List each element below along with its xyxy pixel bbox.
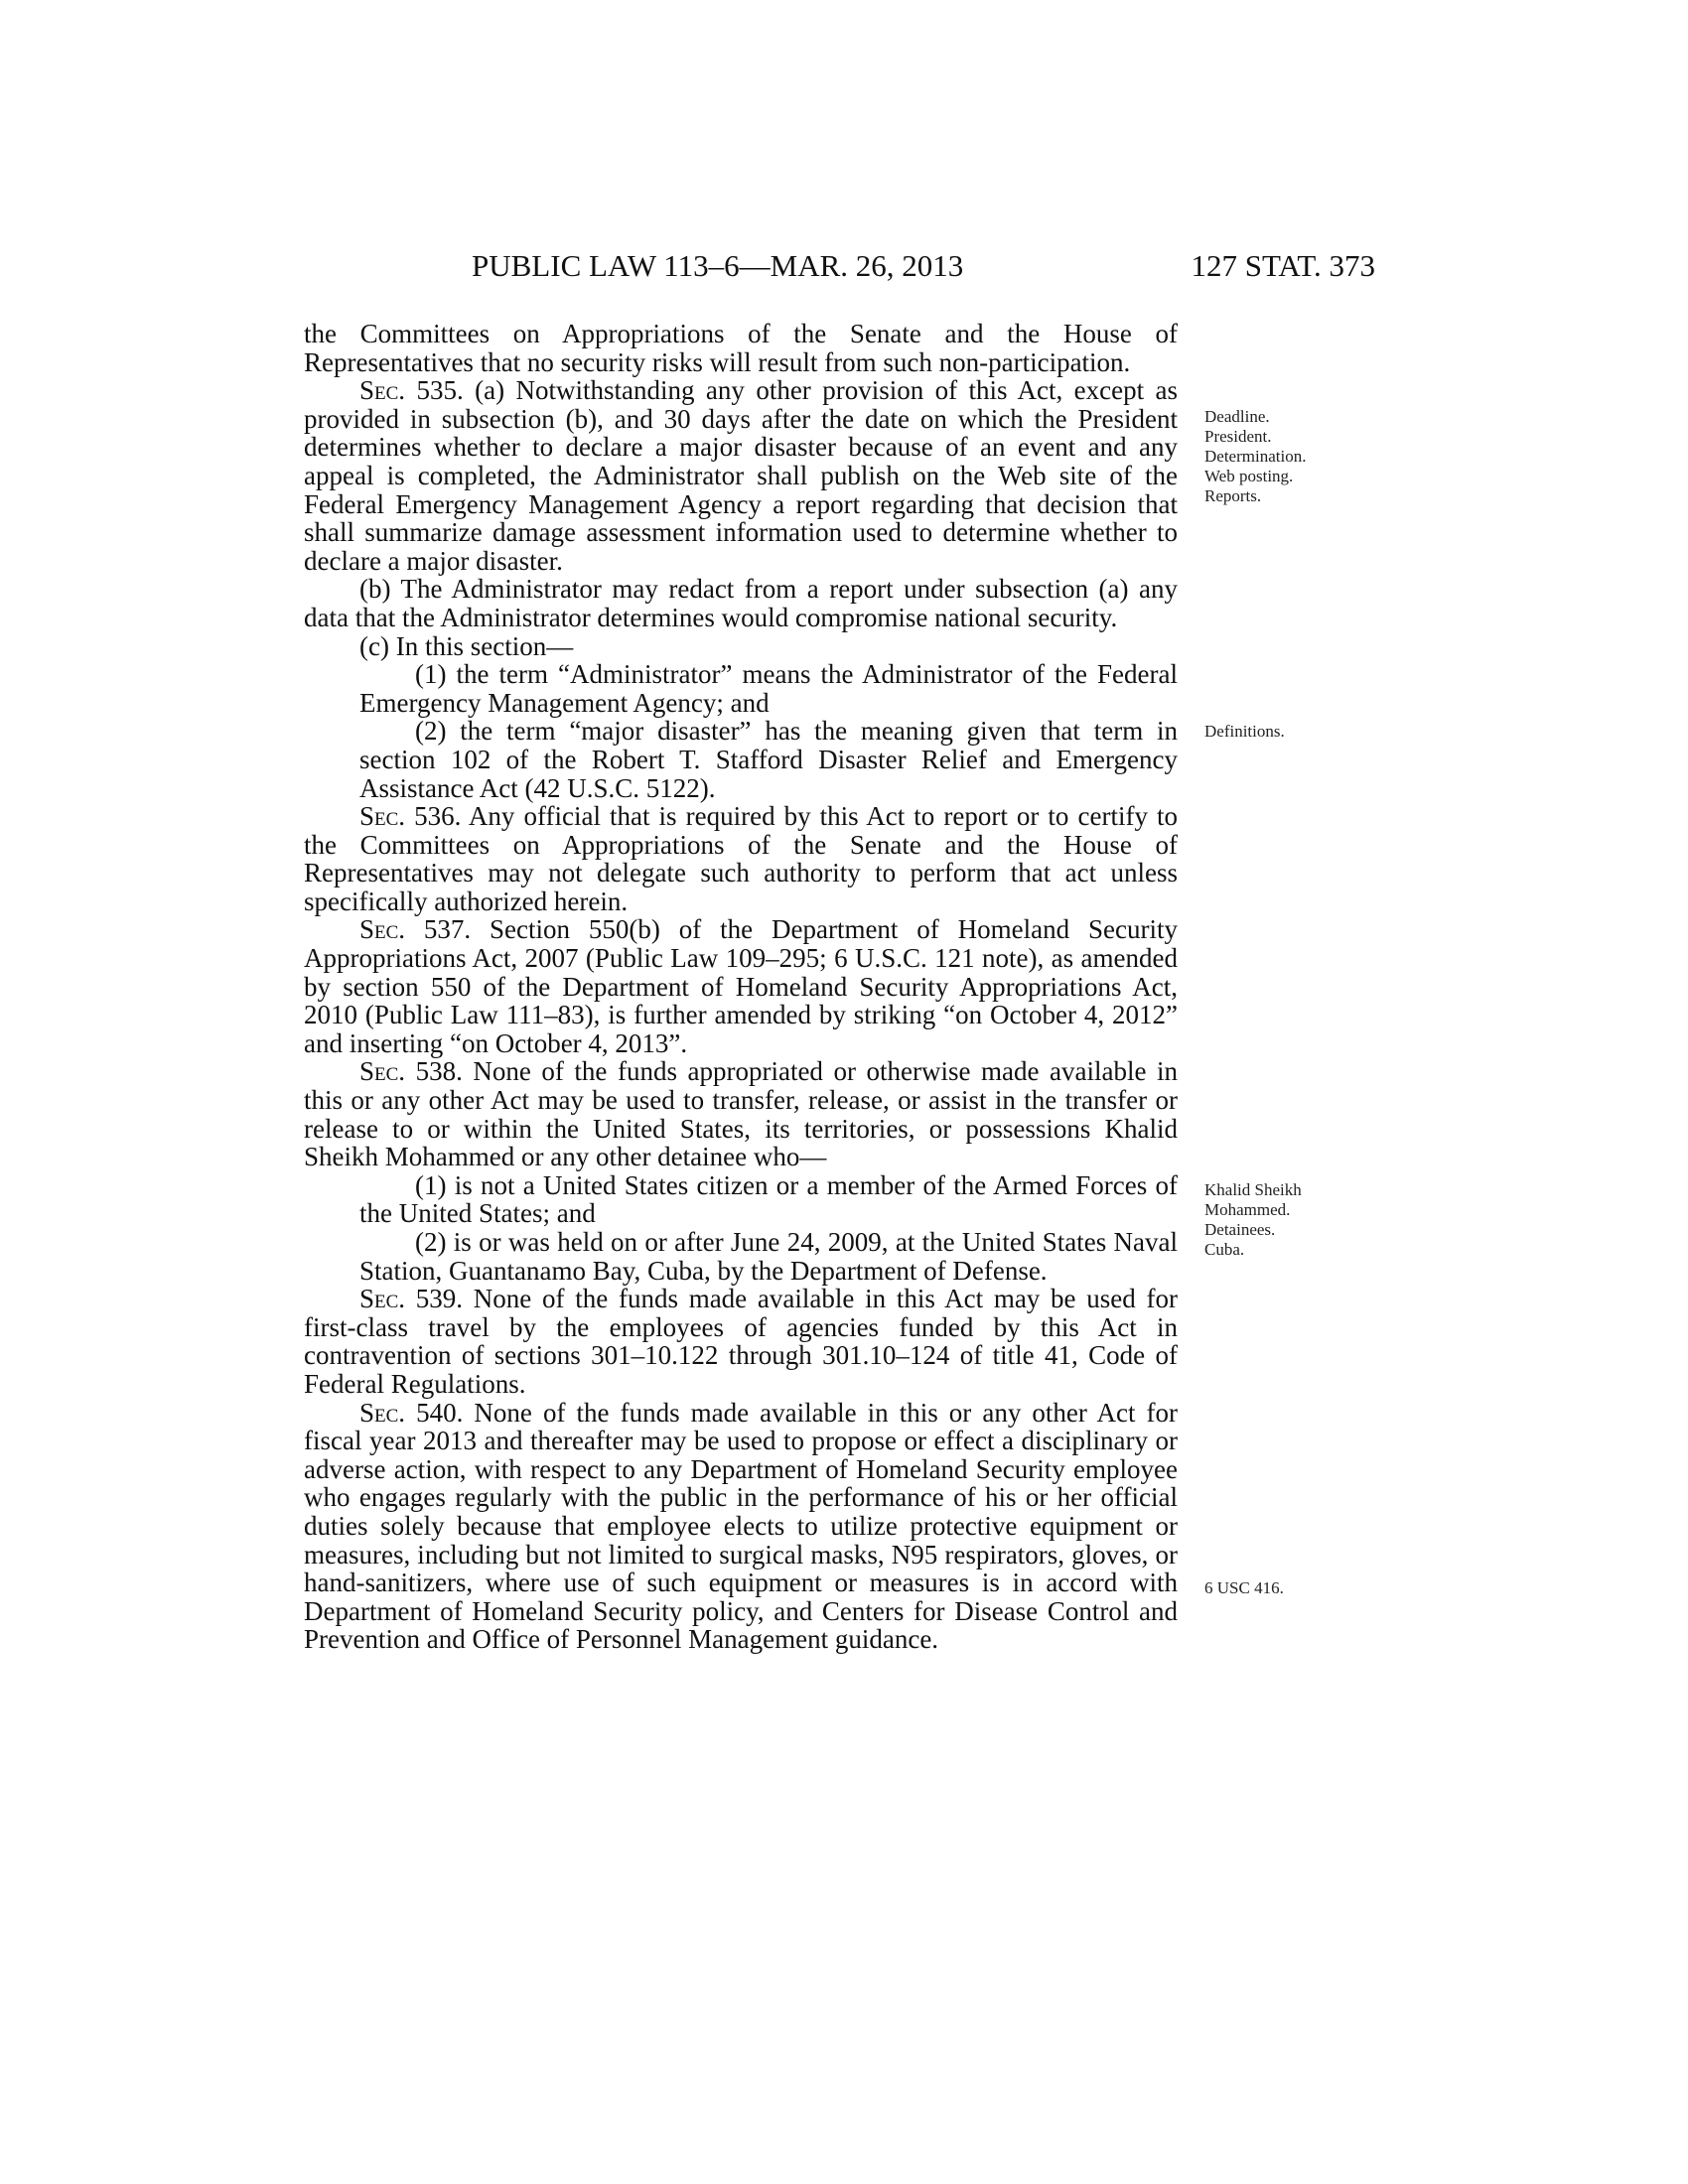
margin-note-line: Mohammed. bbox=[1204, 1200, 1291, 1219]
section-label: Sec. bbox=[359, 1397, 406, 1428]
margin-note-line: President. bbox=[1204, 427, 1272, 446]
margin-note-line: Determination. bbox=[1204, 447, 1307, 466]
margin-note-definitions bbox=[1204, 722, 1383, 742]
margin-note-line: Khalid Sheikh bbox=[1204, 1180, 1302, 1199]
section-label: Sec. bbox=[359, 1284, 406, 1314]
margin-note-sec-535 bbox=[1204, 407, 1383, 506]
sec-539-text: 539. None of the funds made available in this Act may be used for first-class travel by the employees of agencies funded by this Act in contravention of sections 301–10.122 through 301.10–124 of title 41, Code of Federal Regulations. bbox=[304, 1284, 1178, 1399]
definition-1: (1) the term “Administrator” means the Administrator of the Federal Emergency Management Agency; and bbox=[359, 659, 1178, 718]
sec-535-text: 535. (a) Notwithstanding any other provision of this Act, except as provided in subsection (b), and 30 days after the date on which the President determines whether to declare a major disaster because of an event and any appeal is completed, the Administrator shall publish on the Web site of the Federal Emergency Management Agency a report regarding that decision that shall summarize damage assessment information used to determine whether to declare a major disaster. bbox=[304, 375, 1178, 576]
margin-note-sec-540 bbox=[1204, 1578, 1383, 1598]
sec-540-text: 540. None of the funds made available in this or any other Act for fiscal year 2013 and thereafter may be used to propose or effect a disciplinary or adverse action, with respect to any Department of Homeland Security employee who engages regularly with the public in the performance of his or her official duties solely because that employee elects to utilize protective equipment or measures, including but not limited to surgical masks, N95 respirators, gloves, or hand-sanitizers, where use of such equipment or measures is in accord with Department of Homeland Security policy, and Centers for Disease Control and Prevention and Office of Personnel Management guidance. bbox=[304, 1397, 1178, 1655]
sec-538-item-2: (2) is or was held on or after June 24, 2009, at the United States Naval Station, Guantanamo Bay, Cuba, by the Department of Defense. bbox=[359, 1227, 1178, 1286]
section-label: Sec. bbox=[359, 801, 406, 832]
subsection-c: (c) In this section— bbox=[359, 630, 574, 661]
margin-note-sec-538 bbox=[1204, 1180, 1383, 1260]
definition-2: (2) the term “major disaster” has the meaning given that term in section 102 of the Robert T. Stafford Disaster Relief and Emergency Assistance Act (42 U.S.C. 5122). bbox=[359, 716, 1178, 803]
margin-note-line: Detainees. bbox=[1204, 1220, 1276, 1239]
margin-note-line: Deadline. bbox=[1204, 407, 1270, 426]
margin-note-line: Reports. bbox=[1204, 486, 1262, 505]
statute-body bbox=[304, 320, 1178, 1654]
running-head bbox=[0, 246, 1688, 286]
sec-538-paragraph bbox=[304, 1057, 1178, 1170]
margin-note-line: Cuba. bbox=[1204, 1240, 1245, 1259]
sec-536-paragraph bbox=[304, 802, 1178, 915]
sec-539-paragraph bbox=[304, 1285, 1178, 1398]
sec-537-text: 537. Section 550(b) of the Department of Homeland Security Appropriations Act, 2007 (Public Law 109–295; 6 U.S.C. 121 note), as amended by section 550 of the Department of Homeland Security Appropriations Act, 2010 (Public Law 111–83), is further amended by striking “on October 4, 2012” and inserting “on October 4, 2013”. bbox=[304, 914, 1178, 1058]
sec-537-paragraph bbox=[304, 915, 1178, 1057]
margin-note-line: Web posting. bbox=[1204, 467, 1294, 485]
page-number: 127 STAT. 373 bbox=[1191, 248, 1375, 283]
margin-note-line: 6 USC 416. bbox=[1204, 1578, 1284, 1597]
sec-536-text: 536. Any official that is required by this Act to report or to certify to the Committees on Appropriations of the Senate and the House of Representatives may not delegate such authority to perform that act unless specifically authorized herein. bbox=[304, 801, 1178, 916]
margin-note-line: Definitions. bbox=[1204, 722, 1285, 741]
section-label: Sec. bbox=[359, 1056, 406, 1087]
subsection-b: (b) The Administrator may redact from a report under subsection (a) any data that the Administrator determines would compromise national security. bbox=[304, 574, 1178, 632]
section-label: Sec. bbox=[359, 375, 406, 406]
section-label: Sec. bbox=[359, 914, 406, 945]
sec-540-paragraph bbox=[304, 1399, 1178, 1654]
sec-538-item-1: (1) is not a United States citizen or a member of the Armed Forces of the United States; and bbox=[359, 1169, 1178, 1229]
sec-535-paragraph bbox=[304, 376, 1178, 575]
sec-538-text: 538. None of the funds appropriated or otherwise made available in this or any other Act may be used to transfer, release, or assist in the transfer or release to or within the United States, its territories, or possessions Khalid Sheikh Mohammed or any other detainee who— bbox=[304, 1056, 1178, 1172]
continuation-paragraph: the Committees on Appropriations of the Senate and the House of Representatives that no security risks will result from such non-participation. bbox=[304, 319, 1178, 377]
running-head-title: PUBLIC LAW 113–6—MAR. 26, 2013 bbox=[472, 248, 964, 283]
